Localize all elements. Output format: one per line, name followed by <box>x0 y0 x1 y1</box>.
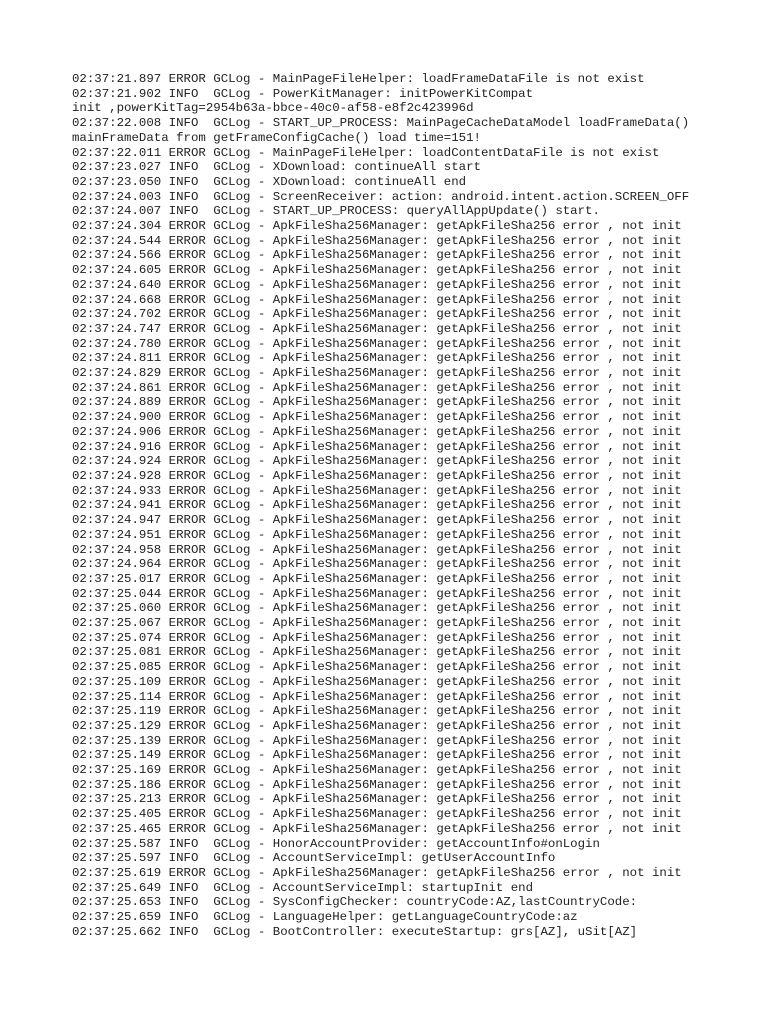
log-line: 02:37:25.662 INFO GCLog - BootController: executeStartup: grs[AZ], uSit[AZ] <box>72 924 638 939</box>
log-line: 02:37:23.050 INFO GCLog - XDownload: continueAll end <box>72 174 467 189</box>
log-line: 02:37:24.544 ERROR GCLog - ApkFileSha256Manager: getApkFileSha256 error , not init <box>72 233 682 248</box>
log-line: 02:37:24.668 ERROR GCLog - ApkFileSha256Manager: getApkFileSha256 error , not init <box>72 292 682 307</box>
log-line: 02:37:25.149 ERROR GCLog - ApkFileSha256Manager: getApkFileSha256 error , not init <box>72 748 682 763</box>
log-line: 02:37:24.958 ERROR GCLog - ApkFileSha256Manager: getApkFileSha256 error , not init <box>72 542 682 557</box>
log-line: 02:37:24.007 INFO GCLog - START_UP_PROCESS: queryAllAppUpdate() start. <box>72 204 600 219</box>
log-line: 02:37:25.081 ERROR GCLog - ApkFileSha256Manager: getApkFileSha256 error , not init <box>72 645 682 660</box>
log-line: 02:37:24.916 ERROR GCLog - ApkFileSha256Manager: getApkFileSha256 error , not init <box>72 439 682 454</box>
log-line: 02:37:25.044 ERROR GCLog - ApkFileSha256Manager: getApkFileSha256 error , not init <box>72 586 682 601</box>
log-line: 02:37:24.924 ERROR GCLog - ApkFileSha256Manager: getApkFileSha256 error , not init <box>72 454 682 469</box>
log-line: 02:37:25.619 ERROR GCLog - ApkFileSha256Manager: getApkFileSha256 error , not init <box>72 865 682 880</box>
log-line: 02:37:24.947 ERROR GCLog - ApkFileSha256Manager: getApkFileSha256 error , not init <box>72 513 682 528</box>
log-line: 02:37:25.213 ERROR GCLog - ApkFileSha256Manager: getApkFileSha256 error , not init <box>72 792 682 807</box>
log-line: 02:37:21.897 ERROR GCLog - MainPageFileHelper: loadFrameDataFile is not exist <box>72 72 645 86</box>
log-line: 02:37:25.129 ERROR GCLog - ApkFileSha256Manager: getApkFileSha256 error , not init <box>72 718 682 733</box>
log-line: 02:37:24.941 ERROR GCLog - ApkFileSha256Manager: getApkFileSha256 error , not init <box>72 498 682 513</box>
log-line: 02:37:25.587 INFO GCLog - HonorAccountProvider: getAccountInfo#onLogin <box>72 836 600 851</box>
log-line: mainFrameData from getFrameConfigCache() load time=151! <box>72 130 481 145</box>
log-line: 02:37:24.605 ERROR GCLog - ApkFileSha256Manager: getApkFileSha256 error , not init <box>72 263 682 278</box>
log-line: 02:37:24.861 ERROR GCLog - ApkFileSha256Manager: getApkFileSha256 error , not init <box>72 380 682 395</box>
log-line: 02:37:25.119 ERROR GCLog - ApkFileSha256Manager: getApkFileSha256 error , not init <box>72 704 682 719</box>
log-line: 02:37:25.649 INFO GCLog - AccountServiceImpl: startupInit end <box>72 880 534 895</box>
log-line: 02:37:24.003 INFO GCLog - ScreenReceiver: action: android.intent.action.SCREEN_OFF <box>72 189 690 204</box>
log-line: 02:37:21.902 INFO GCLog - PowerKitManager: initPowerKitCompat <box>72 86 534 101</box>
log-line: 02:37:24.951 ERROR GCLog - ApkFileSha256Manager: getApkFileSha256 error , not init <box>72 527 682 542</box>
log-line: 02:37:24.811 ERROR GCLog - ApkFileSha256Manager: getApkFileSha256 error , not init <box>72 351 682 366</box>
log-line: 02:37:25.186 ERROR GCLog - ApkFileSha256Manager: getApkFileSha256 error , not init <box>72 777 682 792</box>
log-line: 02:37:24.900 ERROR GCLog - ApkFileSha256Manager: getApkFileSha256 error , not init <box>72 410 682 425</box>
log-line: 02:37:23.027 INFO GCLog - XDownload: continueAll start <box>72 160 481 175</box>
log-line: 02:37:25.653 INFO GCLog - SysConfigChecker: countryCode:AZ,lastCountryCode: <box>72 895 638 910</box>
log-line: 02:37:24.964 ERROR GCLog - ApkFileSha256Manager: getApkFileSha256 error , not init <box>72 557 682 572</box>
log-line: 02:37:25.074 ERROR GCLog - ApkFileSha256Manager: getApkFileSha256 error , not init <box>72 630 682 645</box>
log-line: 02:37:24.906 ERROR GCLog - ApkFileSha256Manager: getApkFileSha256 error , not init <box>72 424 682 439</box>
log-line: 02:37:24.780 ERROR GCLog - ApkFileSha256Manager: getApkFileSha256 error , not init <box>72 336 682 351</box>
log-line: 02:37:25.067 ERROR GCLog - ApkFileSha256Manager: getApkFileSha256 error , not init <box>72 616 682 631</box>
log-line: 02:37:24.702 ERROR GCLog - ApkFileSha256Manager: getApkFileSha256 error , not init <box>72 307 682 322</box>
log-line: init ,powerKitTag=2954b63a-bbce-40c0-af58-e8f2c423996d <box>72 101 474 116</box>
log-line: 02:37:24.928 ERROR GCLog - ApkFileSha256Manager: getApkFileSha256 error , not init <box>72 468 682 483</box>
log-line: 02:37:22.008 INFO GCLog - START_UP_PROCESS: MainPageCacheDataModel loadFrameData() <box>72 116 690 131</box>
log-line: 02:37:24.640 ERROR GCLog - ApkFileSha256Manager: getApkFileSha256 error , not init <box>72 277 682 292</box>
log-line: 02:37:25.465 ERROR GCLog - ApkFileSha256Manager: getApkFileSha256 error , not init <box>72 821 682 836</box>
log-line: 02:37:25.169 ERROR GCLog - ApkFileSha256Manager: getApkFileSha256 error , not init <box>72 763 682 778</box>
log-line: 02:37:25.597 INFO GCLog - AccountServiceImpl: getUserAccountInfo <box>72 851 556 866</box>
log-line: 02:37:25.060 ERROR GCLog - ApkFileSha256Manager: getApkFileSha256 error , not init <box>72 601 682 616</box>
log-line: 02:37:24.889 ERROR GCLog - ApkFileSha256Manager: getApkFileSha256 error , not init <box>72 395 682 410</box>
log-line: 02:37:25.085 ERROR GCLog - ApkFileSha256Manager: getApkFileSha256 error , not init <box>72 660 682 675</box>
log-line: 02:37:25.405 ERROR GCLog - ApkFileSha256Manager: getApkFileSha256 error , not init <box>72 807 682 822</box>
log-line: 02:37:24.933 ERROR GCLog - ApkFileSha256Manager: getApkFileSha256 error , not init <box>72 483 682 498</box>
log-line: 02:37:24.304 ERROR GCLog - ApkFileSha256Manager: getApkFileSha256 error , not init <box>72 219 682 234</box>
log-line: 02:37:25.659 INFO GCLog - LanguageHelper: getLanguageCountryCode:az <box>72 910 578 925</box>
log-line: 02:37:24.829 ERROR GCLog - ApkFileSha256Manager: getApkFileSha256 error , not init <box>72 366 682 381</box>
log-line: 02:37:24.747 ERROR GCLog - ApkFileSha256Manager: getApkFileSha256 error , not init <box>72 321 682 336</box>
log-line: 02:37:25.017 ERROR GCLog - ApkFileSha256Manager: getApkFileSha256 error , not init <box>72 571 682 586</box>
log-line: 02:37:24.566 ERROR GCLog - ApkFileSha256Manager: getApkFileSha256 error , not init <box>72 248 682 263</box>
log-document <box>72 72 712 939</box>
log-line: 02:37:22.011 ERROR GCLog - MainPageFileHelper: loadContentDataFile is not exist <box>72 145 660 160</box>
log-line: 02:37:25.109 ERROR GCLog - ApkFileSha256Manager: getApkFileSha256 error , not init <box>72 674 682 689</box>
log-line: 02:37:25.114 ERROR GCLog - ApkFileSha256Manager: getApkFileSha256 error , not init <box>72 689 682 704</box>
log-line: 02:37:25.139 ERROR GCLog - ApkFileSha256Manager: getApkFileSha256 error , not init <box>72 733 682 748</box>
